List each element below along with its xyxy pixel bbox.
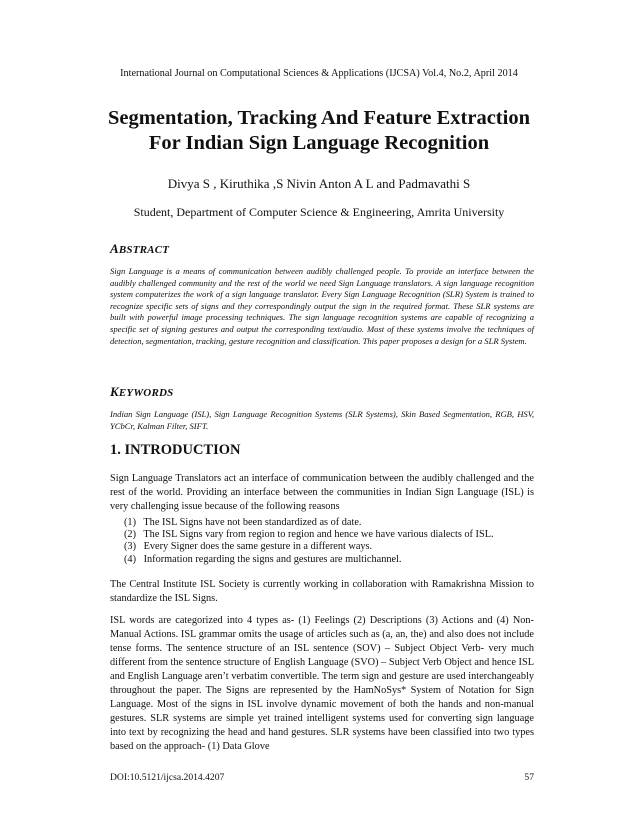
list-item-number: (2)	[124, 529, 137, 541]
running-head: International Journal on Computational Sciences & Applications (IJCSA) Vol.4, No.2, April 2014	[120, 68, 518, 79]
list-item	[124, 529, 534, 541]
author-list: Divya S , Kiruthika ,S Nivin Anton A L and Padmavathi S	[167, 176, 471, 191]
list-item-number: (4)	[124, 553, 137, 565]
abstract-body: Sign Language is a means of communication between audibly challenged people. To provide an interface between the audibly challenged community and the rest of the world we need Sign Language translators. A sign language recognition system computerizes the work of a sign language translator. Every Sign Language Recognition (SLR) System is trained to recognize specific sets of signs and they correspondingly output the sign in the required format. These SLR systems are built with powerful image processing techniques. The sign language recognition systems are capable of recognizing a specific set of signing gestures and output the corresponding text/audio. Most of these systems involve the techniques of detection, segmentation, tracking, gesture recognition and classification. This paper proposes a design for a SLR System.	[110, 266, 534, 346]
introduction-paragraph-3: ISL words are categorized into 4 types as- (1) Feelings (2) Descriptions (3) Actions and (4) Non-Manual Actions. ISL grammar omits the usage of articles such as (a, an, the) and also does not include tense forms. The sentence structure of an ISL sentence (SOV) – Subject Object Verb- very much different from the sentence structure of English Language (SVO) – Subject Verb Object and hence ISL and English Language aren’t verbatim convertible. The term sign and gesture are used interchangeably throughout the paper. The Signs are represented by the HamNoSys* System of Notation for Sign Language. Most of the signs in ISL involve dynamic movement of both the hands and non-manual gestures. SLR systems are simple yet trained intelligent systems used for converting sign language into text by recognizing the head and hand gestures. SLR systems have been classified into two types based on the approach- (1) Data Glove	[110, 615, 534, 752]
list-item	[124, 554, 534, 566]
paper-title-line-1: Segmentation, Tracking And Feature Extraction	[108, 107, 530, 129]
keywords-heading-initial: K	[110, 384, 119, 399]
list-item-text: Information regarding the signs and gestures are multichannel.	[143, 553, 402, 565]
reasons-list	[124, 517, 534, 566]
list-item-text: The ISL Signs vary from region to region and hence we have various dialects of ISL.	[143, 529, 494, 541]
paper-title-line-2: For Indian Sign Language Recognition	[148, 132, 490, 154]
keywords-heading-rest: EYWORDS	[118, 387, 174, 399]
introduction-paragraph-2: The Central Institute ISL Society is currently working in collaboration with Ramakrishna Mission to standardize the ISL Signs.	[110, 579, 534, 604]
list-item	[124, 541, 534, 553]
page-number: 57	[524, 772, 534, 783]
list-item-number: (1)	[124, 517, 137, 528]
introduction-heading: 1. INTRODUCTION	[110, 442, 241, 458]
paper-title	[60, 106, 578, 156]
keywords-heading	[110, 384, 173, 400]
abstract-heading	[110, 241, 169, 257]
list-item-text: The ISL Signs have not been standardized as of date.	[143, 517, 362, 528]
doi-label: DOI:10.5121/ijcsa.2014.4207	[110, 772, 225, 783]
list-item	[124, 517, 534, 529]
keywords-body: Indian Sign Language (ISL), Sign Language Recognition Systems (SLR Systems), Skin Based Segmentation, RGB, HSV, YCbCr, Kalman Filter, SIFT.	[110, 409, 534, 431]
introduction-paragraph-1: Sign Language Translators act an interface of communication between the audibly challenged and the rest of the world. Providing an interface between the communities in Indian Sign Language (ISL) is very challenging issue because of the following reasons	[110, 473, 534, 512]
list-item-number: (3)	[124, 541, 137, 553]
abstract-heading-initial: A	[110, 241, 119, 256]
abstract-heading-rest: BSTRACT	[118, 244, 170, 256]
list-item-text: Every Signer does the same gesture in a different ways.	[143, 541, 373, 553]
author-affiliation: Student, Department of Computer Science & Engineering, Amrita University	[133, 205, 505, 219]
